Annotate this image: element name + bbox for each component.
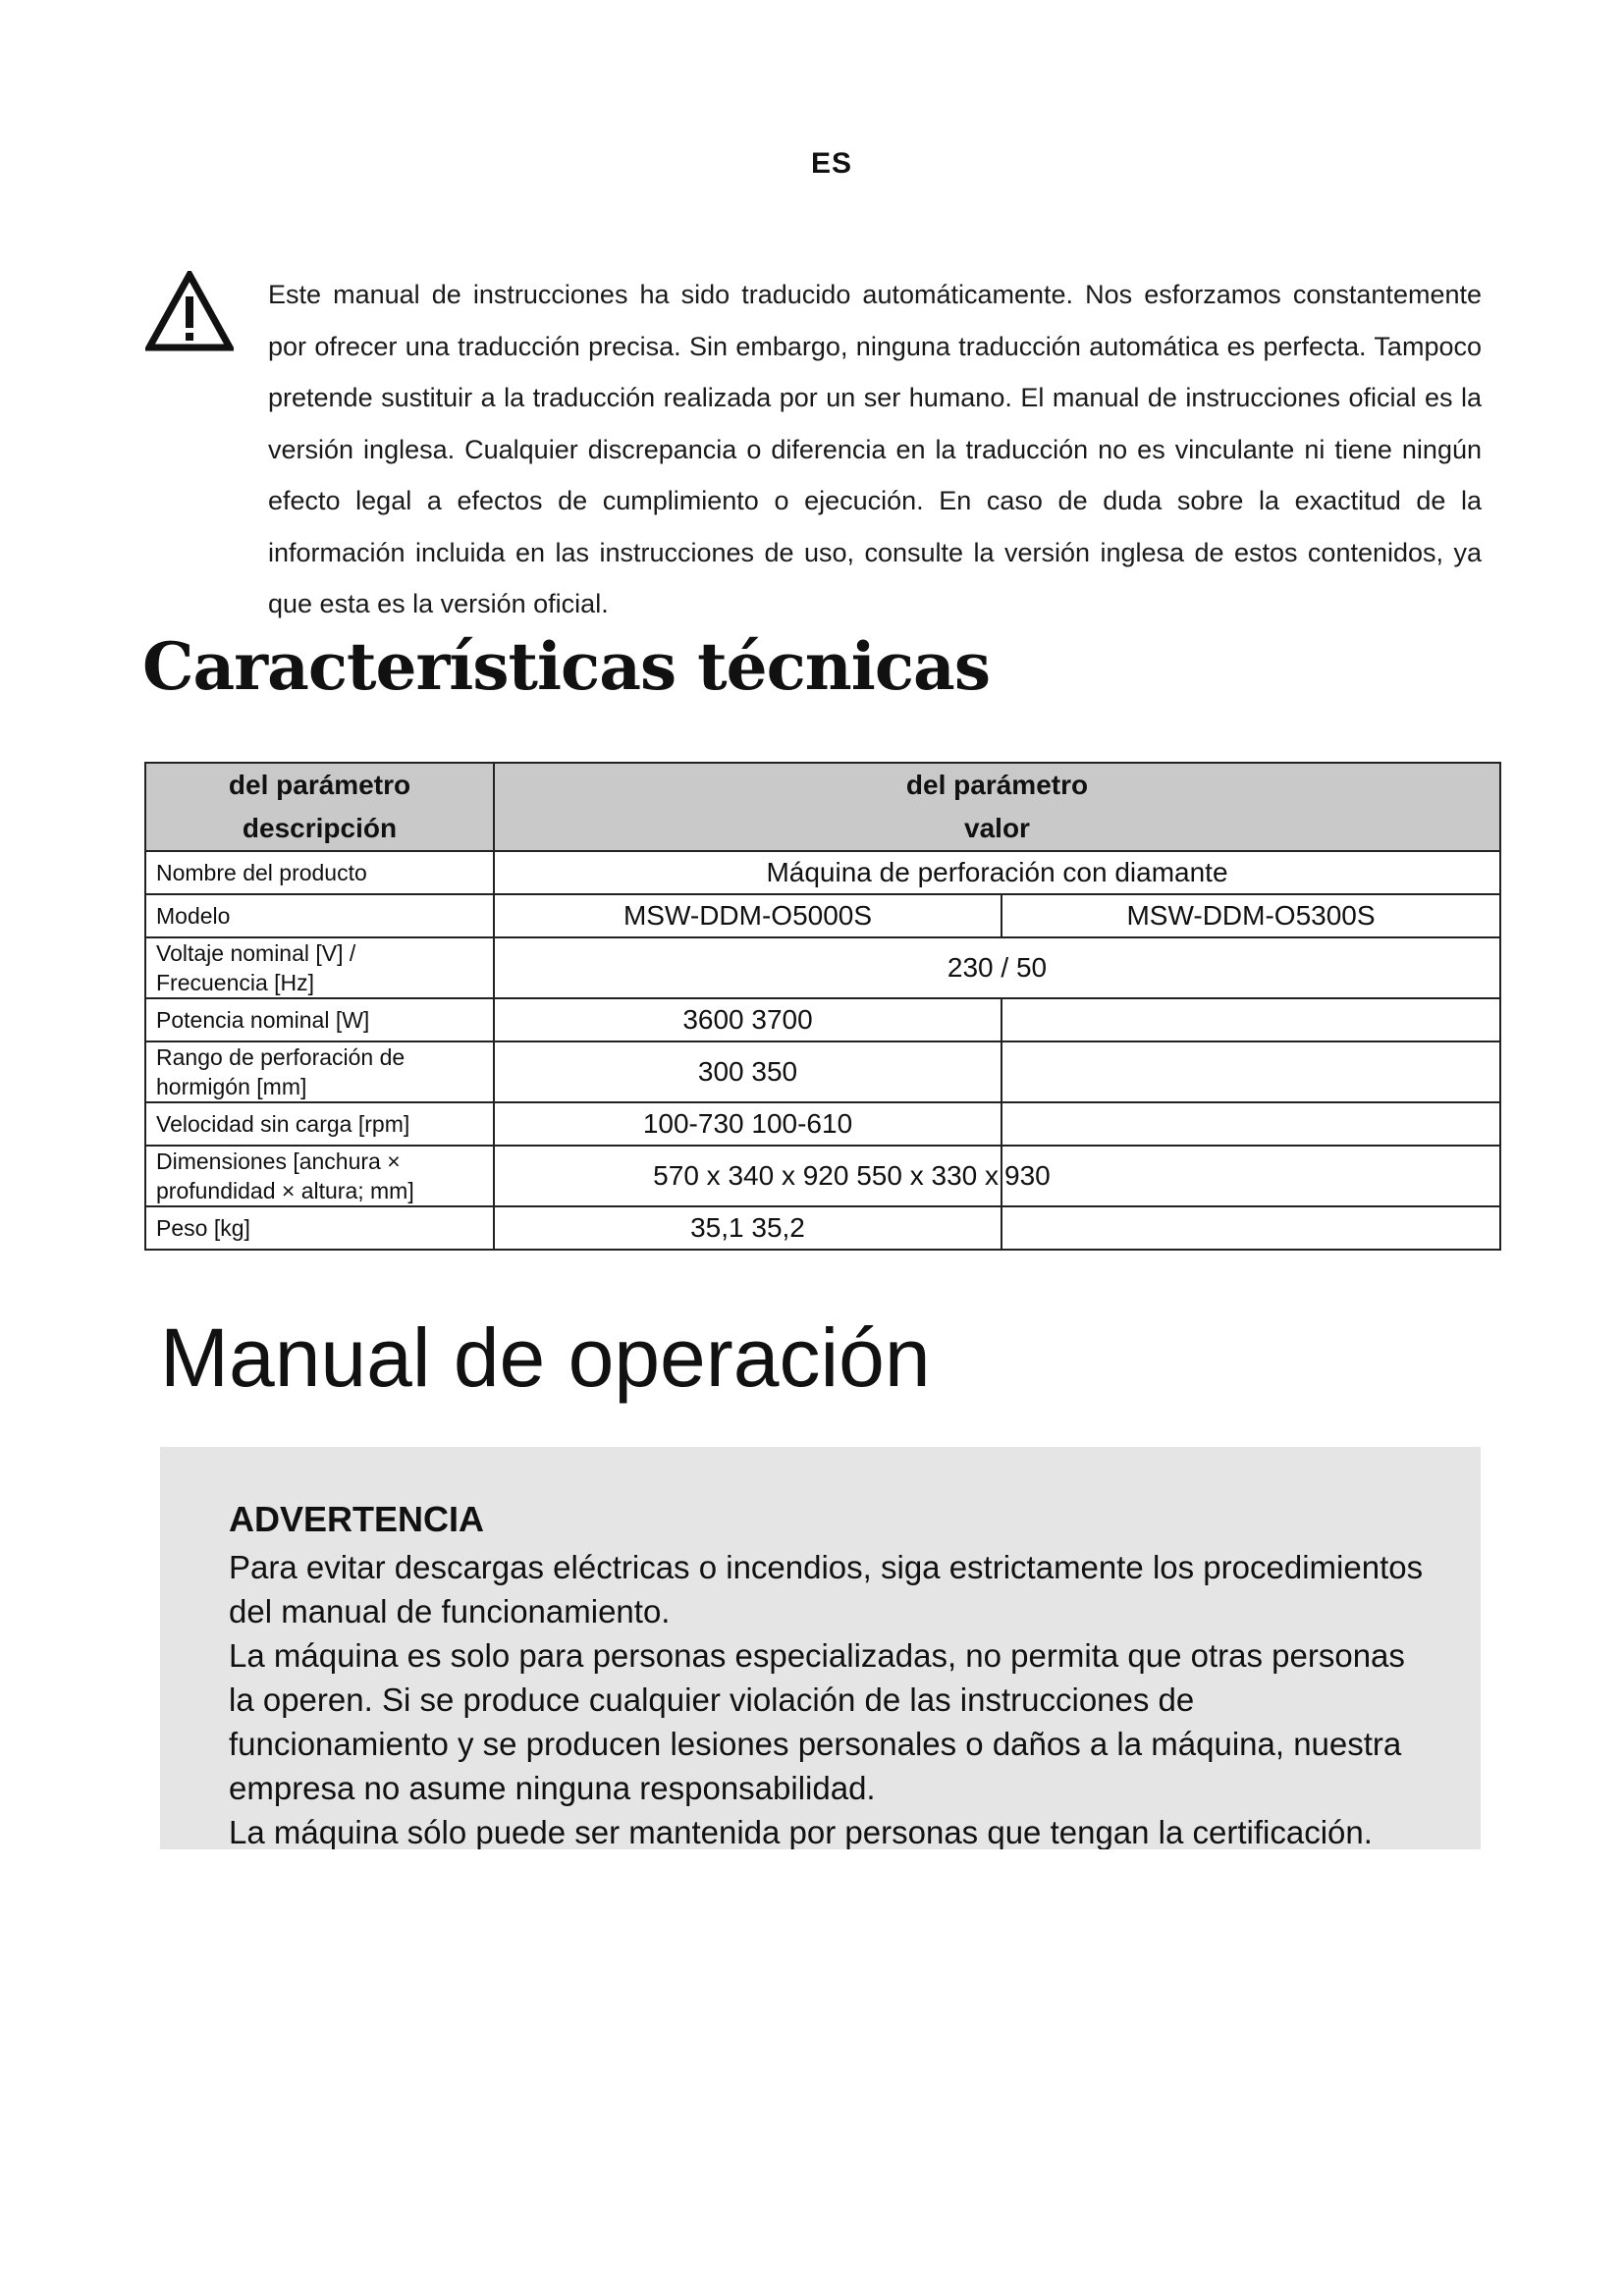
translation-disclaimer: Este manual de instrucciones ha sido traducido automáticamente. Nos esforzamos constantemente por ofrecer una traducción precisa. Sin embargo, ninguna traducción automática es perfecta. Tampoco pretende sustituir a la traducción realizada por un ser humano. El manual de instrucciones oficial es la versión inglesa. Cualquier discrepancia o diferencia en la traducción no es vinculante ni tiene ningún efecto legal a efectos de cumplimiento o ejecución. En caso de duda sobre la exactitud de la información incluida en las instrucciones de uso, consulte la versión inglesa de estos contenidos, ya que esta es la versión oficial.: [268, 280, 1482, 618]
warning-line: funcionamiento y se producen lesiones personales o daños a la máquina, nuestra: [229, 1726, 1402, 1762]
row-value: MSW-DDM-O5000S: [494, 894, 1001, 937]
warning-line: la operen. Si se produce cualquier violación de las instrucciones de: [229, 1682, 1195, 1718]
header-line: del parámetro: [228, 770, 411, 800]
table-row: [145, 1146, 1500, 1206]
header-line: del parámetro: [905, 770, 1089, 800]
row-label: Peso [kg]: [145, 1206, 494, 1250]
table-row: [145, 1102, 1500, 1146]
label-line: Rango de perforación de: [156, 1044, 406, 1070]
label-line: Dimensiones [anchura ×: [156, 1148, 401, 1174]
label-line: Frecuencia [Hz]: [156, 970, 315, 995]
row-value: 230 / 50: [494, 937, 1500, 998]
param-value-header: [494, 763, 1500, 851]
row-label: Modelo: [145, 894, 494, 937]
table-row: [145, 998, 1500, 1041]
param-description-header: [145, 763, 494, 851]
label-line: hormigón [mm]: [156, 1074, 307, 1099]
table-row: [145, 894, 1500, 937]
row-value: Máquina de perforación con diamante: [494, 851, 1500, 894]
header-line: valor: [964, 813, 1030, 843]
row-value: 930: [1001, 1146, 1500, 1206]
table-header-row: [145, 763, 1500, 851]
warning-heading: ADVERTENCIA: [229, 1499, 485, 1539]
row-value: [1001, 998, 1500, 1041]
row-value: 100-730 100-610: [494, 1102, 1001, 1146]
label-line: Voltaje nominal [V] /: [156, 940, 356, 966]
row-value: MSW-DDM-O5300S: [1001, 894, 1500, 937]
operation-manual-title: Manual de operación: [160, 1311, 931, 1404]
table-row: [145, 937, 1500, 998]
warning-content: [229, 1494, 1446, 1849]
warning-line: La máquina sólo puede ser mantenida por personas que tengan la certificación.: [229, 1814, 1373, 1849]
row-value: [1001, 1206, 1500, 1250]
table-row: [145, 851, 1500, 894]
warning-line: empresa no asume ninguna responsabilidad.: [229, 1770, 876, 1806]
warning-line: Para evitar descargas eléctricas o incendios, siga estrictamente los procedimientos: [229, 1549, 1424, 1585]
warning-line: La máquina es solo para personas especializadas, no permita que otras personas: [229, 1637, 1405, 1674]
row-value: 570 x 340 x 920 550 x 330 x: [494, 1146, 1001, 1206]
label-line: profundidad × altura; mm]: [156, 1178, 414, 1203]
header-line: descripción: [242, 813, 398, 843]
row-label: [145, 1041, 494, 1102]
row-value: [1001, 1102, 1500, 1146]
warning-triangle-icon: [145, 271, 234, 351]
row-value: 35,1 35,2: [494, 1206, 1001, 1250]
row-label: [145, 1146, 494, 1206]
warning-line: del manual de funcionamiento.: [229, 1593, 671, 1629]
row-value: 300 350: [494, 1041, 1001, 1102]
technical-specs-title: Características técnicas: [142, 628, 990, 705]
row-value: 3600 3700: [494, 998, 1001, 1041]
row-value: [1001, 1041, 1500, 1102]
table-row: [145, 1206, 1500, 1250]
language-code: ES: [810, 147, 853, 180]
row-label: Nombre del producto: [145, 851, 494, 894]
table-row: [145, 1041, 1500, 1102]
specifications-table: [144, 762, 1501, 1251]
row-label: Potencia nominal [W]: [145, 998, 494, 1041]
row-label: Velocidad sin carga [rpm]: [145, 1102, 494, 1146]
warning-box: [160, 1447, 1481, 1849]
row-label: [145, 937, 494, 998]
